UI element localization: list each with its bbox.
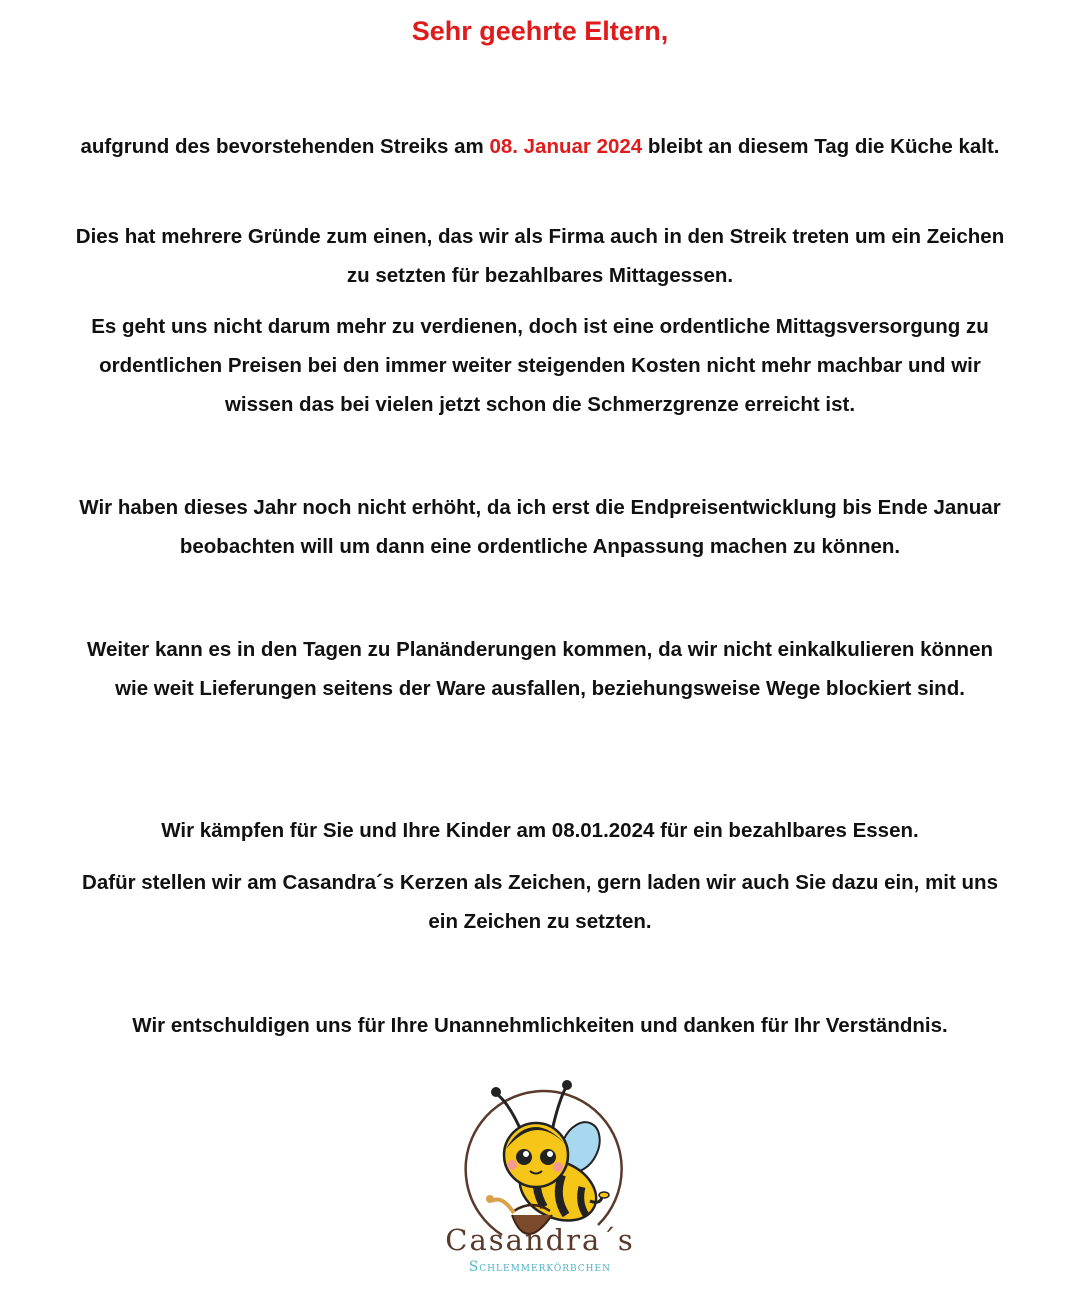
letter-greeting: Sehr geehrte Eltern, [411,16,669,46]
strike-text-before: aufgrund des bevorstehenden Streiks am [80,135,490,158]
paragraph-fight: Wir kämpfen für Sie und Ihre Kinder am 08.01.2024 für ein bezahlbares Essen. [161,819,919,842]
paragraph-costs: Es geht uns nicht darum mehr zu verdienen, doch ist eine ordentliche Mittagsversorgung zu ordentlichen Preisen bei den immer weiter steigenden Kosten nicht mehr machbar und wir wissen das bei vielen jetzt schon die Schmerzgrenze erreicht ist. [91,315,989,416]
paragraph-apology: Wir entschuldigen uns für Ihre Unannehmlichkeiten und danken für Ihr Verständnis. [132,1014,948,1037]
paragraph-candles: Dafür stellen wir am Casandra´s Kerzen als Zeichen, gern laden wir auch Sie dazu ein, mit uns ein Zeichen zu setzten. [82,871,998,933]
strike-date: 08. Januar 2024 [489,135,643,158]
paragraph-prices: Wir haben dieses Jahr noch nicht erhöht, da ich erst die Endpreisentwicklung bis Ende Januar beobachten will um dann eine ordentliche Anpassung machen zu können. [79,496,1001,558]
paragraph-strike-notice [70,127,1010,166]
logo-name: Casandra´s [445,1223,635,1257]
logo-subtitle: Schlemmerkörbchen [469,1259,611,1275]
strike-text-after: bleibt an diesem Tag die Küche kalt. [642,135,1000,158]
paragraph-plan-changes: Weiter kann es in den Tagen zu Planänderungen kommen, da wir nicht einkalkulieren können wie weit Lieferungen seitens der Ware ausfallen, beziehungsweise Wege blockiert sind. [87,638,993,700]
paragraph-reasons: Dies hat mehrere Gründe zum einen, das wir als Firma auch in den Streik treten um ein Zeichen zu setzten für bezahlbares Mittagessen. [75,225,1005,287]
